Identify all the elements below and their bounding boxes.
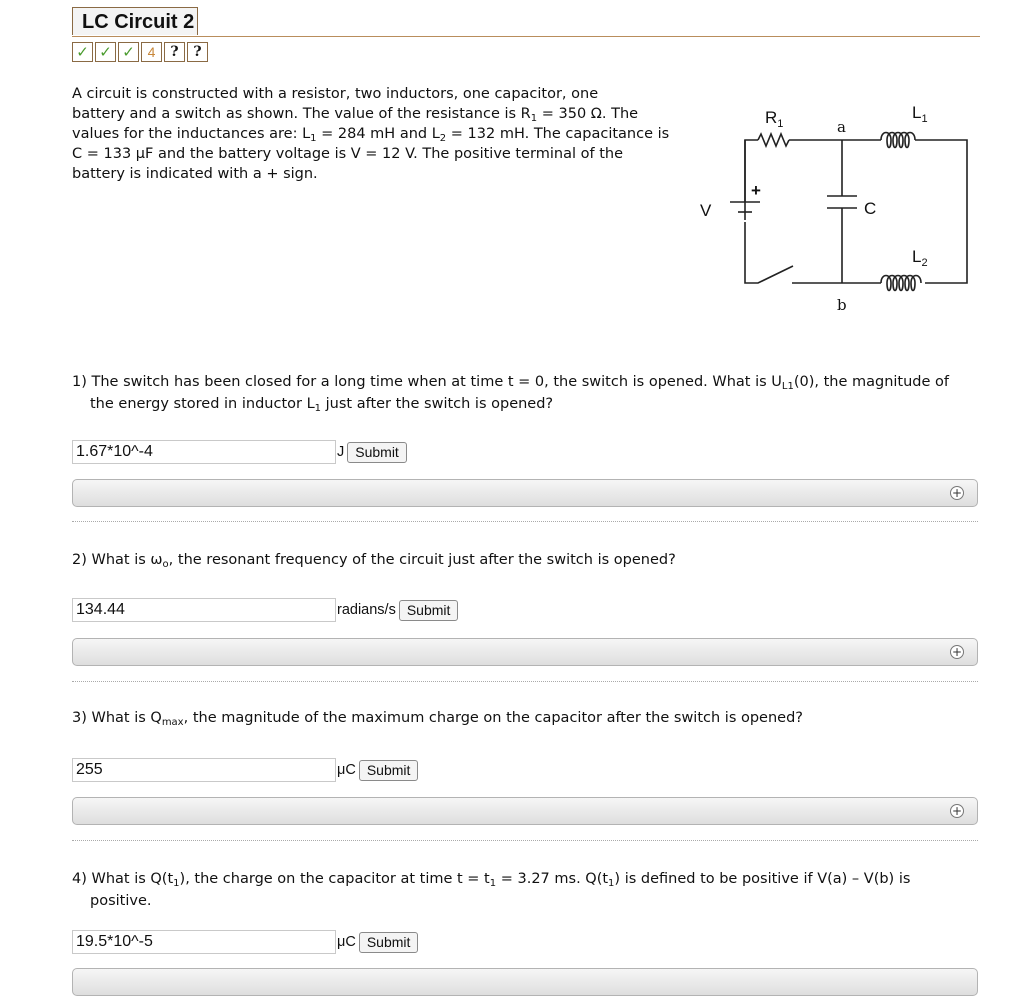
expand-plus-icon[interactable]: + — [951, 804, 963, 818]
question-3-line-1: 3) What is $Q_{max}$, the magnitude of the maximum charge on the capacitor after the switch is opened? — [72, 710, 803, 728]
resistor-label: $R_1$ — [765, 108, 784, 130]
question-4-line-2: positive. — [90, 893, 152, 909]
progress-item-1-check-icon[interactable]: ✓ — [72, 42, 93, 62]
problem-statement — [72, 84, 682, 184]
question-3-answer-input[interactable] — [72, 758, 336, 782]
question-divider-1 — [72, 521, 978, 522]
question-4-line-1: 4) What is $Q(t_1)$, the charge on the capacitor at time $t = t_1 = 3.27$ ms. $Q(t_1)$ is defined to be positive if V(a) – V(b) is — [72, 871, 911, 889]
switch-symbol — [745, 222, 793, 283]
question-1 — [72, 371, 982, 415]
circuit-diagram — [690, 90, 990, 320]
intro-line-3: values for the inductances are: $L_1 = 284$ mH and $L_2 = 132$ mH. The capacitance is — [72, 126, 670, 144]
question-4-unit: μC — [337, 934, 356, 950]
header-divider — [72, 36, 980, 37]
question-1-hint-bar[interactable] — [72, 479, 978, 507]
question-2-answer-row — [72, 598, 458, 622]
question-1-submit-button[interactable]: Submit — [347, 442, 407, 463]
question-3-answer-row — [72, 758, 418, 782]
battery-plus-label: + — [751, 181, 761, 200]
intro-line-2: battery and a switch as shown. The value of the resistance is $R_1 = 350$ Ω. The — [72, 106, 639, 124]
question-1-answer-row — [72, 440, 407, 464]
question-2-unit: radians/s — [337, 602, 396, 618]
intro-line-5: battery is indicated with a + sign. — [72, 166, 318, 182]
node-b-label: b — [837, 296, 847, 314]
question-2-answer-input[interactable] — [72, 598, 336, 622]
question-2-line-1: 2) What is $\omega_o$, the resonant frequency of the circuit just after the switch is opened? — [72, 552, 676, 570]
inductor-l2-label: $L_2$ — [912, 247, 928, 269]
question-divider-2 — [72, 681, 978, 682]
expand-plus-icon[interactable]: + — [951, 486, 963, 500]
question-1-line-1: 1) The switch has been closed for a long time when at time t = 0, the switch is opened. What is $U_{L1}(0)$, the magnitude of — [72, 374, 950, 392]
question-1-unit: J — [337, 444, 345, 460]
question-3-hint-bar[interactable] — [72, 797, 978, 825]
page-title: LC Circuit 2 — [72, 7, 198, 35]
resistor-symbol — [758, 134, 789, 146]
question-1-answer-input[interactable] — [72, 440, 336, 464]
question-3 — [72, 707, 982, 729]
question-2-hint-bar[interactable] — [72, 638, 978, 666]
question-3-submit-button[interactable]: Submit — [359, 760, 419, 781]
question-4 — [72, 868, 982, 912]
intro-line-4: C = 133 μF and the battery voltage is V = 12 V. The positive terminal of the — [72, 146, 623, 162]
node-a-label: a — [837, 118, 846, 136]
inductor-l1-symbol — [881, 133, 915, 148]
question-4-answer-row — [72, 930, 418, 954]
question-4-answer-input[interactable] — [72, 930, 336, 954]
question-1-line-2: the energy stored in inductor $L_1$ just after the switch is opened? — [90, 396, 554, 414]
progress-item-6[interactable]: ? — [187, 42, 208, 62]
intro-line-1: A circuit is constructed with a resistor, two inductors, one capacitor, one — [72, 86, 599, 102]
inductor-l2-symbol — [881, 276, 921, 291]
question-divider-3 — [72, 840, 978, 841]
capacitor-label: C — [864, 199, 877, 218]
expand-plus-icon[interactable]: + — [951, 645, 963, 659]
battery-label: V — [700, 201, 712, 220]
progress-item-3-check-icon[interactable]: ✓ — [118, 42, 139, 62]
progress-item-4[interactable]: 4 — [141, 42, 162, 62]
inductor-l1-label: $L_1$ — [912, 103, 928, 125]
question-2-submit-button[interactable]: Submit — [399, 600, 459, 621]
progress-item-5[interactable]: ? — [164, 42, 185, 62]
progress-tracker — [72, 42, 210, 62]
question-2 — [72, 549, 982, 571]
question-4-hint-bar[interactable] — [72, 968, 978, 996]
progress-item-2-check-icon[interactable]: ✓ — [95, 42, 116, 62]
question-3-unit: μC — [337, 762, 356, 778]
question-4-submit-button[interactable]: Submit — [359, 932, 419, 953]
